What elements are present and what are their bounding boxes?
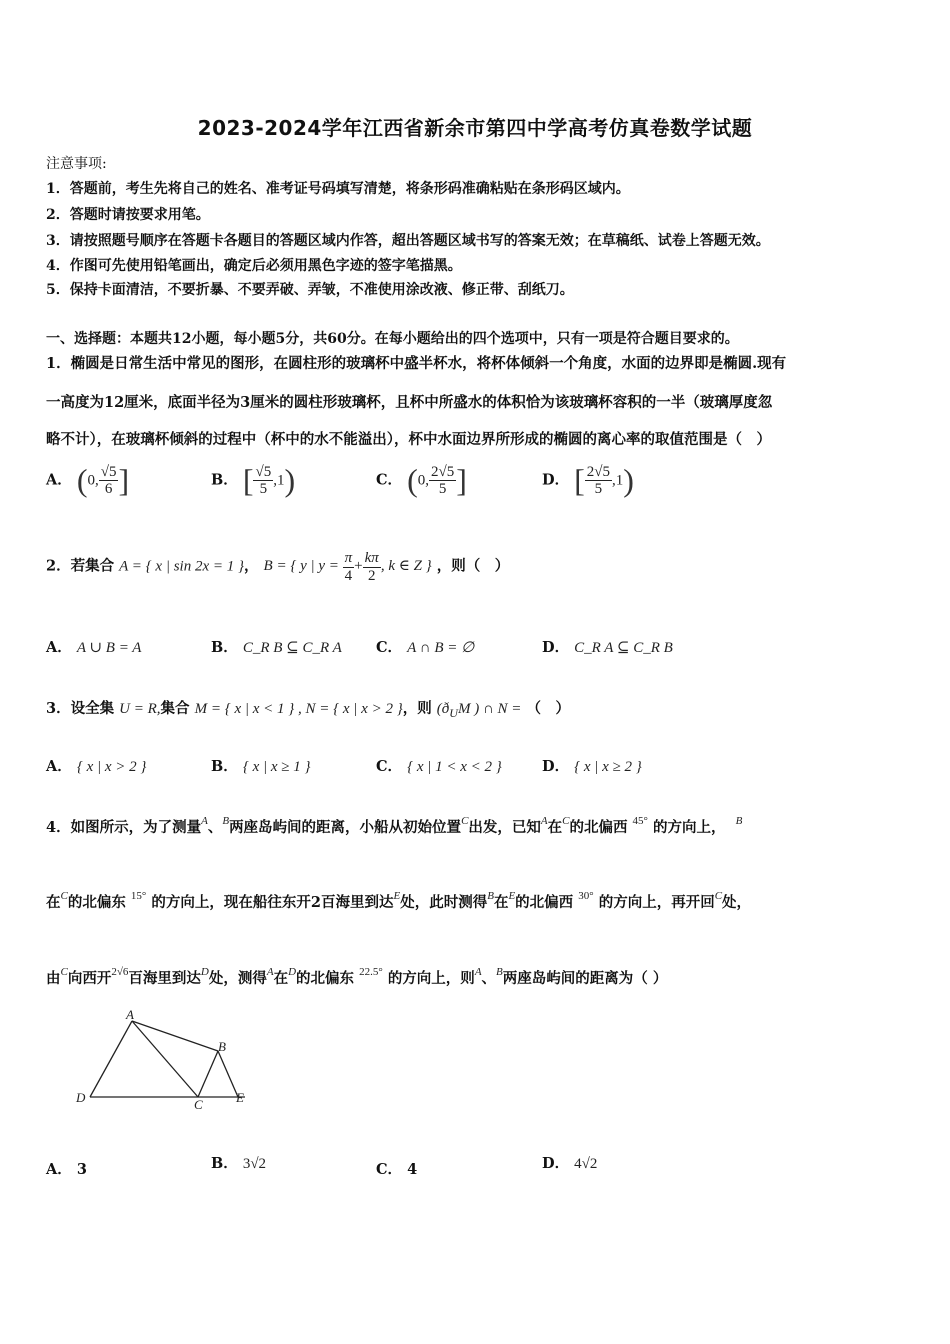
q4-line-1: 4．如图所示，为了测量$^A$、$^B$两座岛屿间的距离，小船从初始位置$^C$出发，已知$^A$在$^C$的北偏西 $^{45^\circ}$ 的方向上， $^B$ bbox=[46, 815, 743, 836]
notice-item: 3．请按照题号顺序在答题卡各题目的答题区域内作答，超出答题区域书写的答案无效；在草稿纸、试卷上答题无效。 bbox=[46, 233, 770, 249]
q1-option-c[interactable]: C． (0, $\frac{2√5}{5}$ ] bbox=[376, 462, 467, 498]
point-label-b: B bbox=[218, 1039, 226, 1054]
q2-set-b: B = { y | y = $\frac{\pi}{4}$ + $\frac{k\pi}{2}$ , k ∈ Z } bbox=[263, 550, 432, 584]
q2-option-a[interactable]: A． A ∪ B = A bbox=[46, 639, 142, 656]
notice-heading: 注意事项: bbox=[46, 156, 107, 172]
q3-option-a[interactable]: A． { x | x > 2 } bbox=[46, 758, 147, 775]
q1-line: 1．椭圆是日常生活中常见的图形，在圆柱形的玻璃杯中盛半杯水，将杯体倾斜一个角度，水面的边界即是椭圆.现有 bbox=[46, 355, 787, 372]
q3-option-b[interactable]: B． { x | x ≥ 1 } bbox=[211, 758, 311, 775]
q4-line-2: 在$^C$的北偏东 $^{15^\circ}$ 的方向上，现在船往东开2百海里到达$^E$处，此时测得$^B$在$^E$的北偏西 $^{30^\circ}$ 的方向上，再开回$^C$处， bbox=[46, 890, 752, 911]
notice-item: 5．保持卡面清洁，不要折暴、不要弄破、弄皱，不准使用涂改液、修正带、刮纸刀。 bbox=[46, 282, 574, 298]
q3-option-d[interactable]: D． { x | x ≥ 2 } bbox=[542, 758, 642, 775]
point-label-d: D bbox=[76, 1090, 86, 1105]
q4-figure bbox=[70, 1005, 260, 1120]
point-label-c: C bbox=[194, 1097, 203, 1112]
q2-option-d[interactable]: D． C_R A ⊆ C_R B bbox=[542, 639, 673, 656]
notice-item: 1．答题前，考生先将自己的姓名、准考证号码填写清楚，将条形码准确粘贴在条形码区域内。 bbox=[46, 181, 630, 197]
section-heading: 一、选择题：本题共12小题，每小题5分，共60分。在每小题给出的四个选项中，只有一项是符合题目要求的。 bbox=[46, 331, 739, 347]
q3-option-c[interactable]: C． { x | 1 < x < 2 } bbox=[376, 758, 502, 775]
point-label-a: A bbox=[126, 1007, 134, 1022]
line-be bbox=[218, 1051, 238, 1097]
q4-option-c[interactable]: C． 4 bbox=[376, 1161, 418, 1178]
q1-line: 一高度为12厘米，底面半径为3厘米的圆柱形玻璃杯，且杯中所盛水的体积恰为该玻璃杯容积的一半（玻璃厚度忽 bbox=[46, 394, 773, 411]
notice-item: 2．答题时请按要求用笔。 bbox=[46, 207, 210, 223]
q1-option-a[interactable]: A． (0, $\frac{√5}{6}$ ] bbox=[46, 462, 130, 498]
option-label: B． bbox=[211, 471, 238, 489]
q2-option-b[interactable]: B． C_R B ⊆ C_R A bbox=[211, 639, 342, 656]
line-cb bbox=[198, 1051, 218, 1097]
line-da bbox=[90, 1021, 132, 1097]
q2-option-c[interactable]: C． A ∩ B = ∅ bbox=[376, 639, 475, 656]
q4-line-3: 由$^C$向西开$^{2√6}$百海里到达$^D$处，测得$^A$在$^D$的北偏东 $^{22.5^\circ}$ 的方向上，则$^A$、$^B$两座岛屿间的距离为（ ） bbox=[46, 966, 668, 987]
q1-option-d[interactable]: D． [ $\frac{2√5}{5}$ ,1) bbox=[542, 462, 634, 498]
q4-option-d[interactable]: D． 4√2 bbox=[542, 1155, 598, 1172]
notice-item: 4．作图可先使用铅笔画出，确定后必须用黑色字迹的签字笔描黑。 bbox=[46, 258, 462, 274]
q1-line: 略不计），在玻璃杯倾斜的过程中（杯中的水不能溢出），杯中水面边界所形成的椭圆的离心率的取值范围是（ ） bbox=[46, 431, 771, 448]
option-label: C． bbox=[376, 471, 403, 489]
q2-set-a: A = { x | sin 2x = 1 } bbox=[119, 558, 244, 575]
q4-option-b[interactable]: B． 3√2 bbox=[211, 1155, 267, 1172]
q3-stem: 3．设全集 U = R,集合 M = { x | x < 1 } , N = { x | x > 2 }，则 ($ð_UM$ ) ∩ N = （ ） bbox=[46, 700, 570, 720]
point-label-e: E bbox=[236, 1090, 244, 1105]
q4-option-a[interactable]: A． 3 bbox=[46, 1161, 87, 1178]
q1-option-b[interactable]: B． [ $\frac{√5}{5}$ ,1) bbox=[211, 462, 296, 498]
option-label: A． bbox=[46, 471, 72, 489]
page-title: 2023-2024学年江西省新余市第四中学高考仿真卷数学试题 bbox=[197, 116, 753, 140]
q2-stem: 2．若集合 A = { x | sin 2x = 1 }， B = { y | y = $\frac{\pi}{4}$ + $\frac{k\pi}{2}$ , k ∈ Z } ，则（ ） bbox=[46, 550, 510, 584]
option-label: D． bbox=[542, 471, 570, 489]
